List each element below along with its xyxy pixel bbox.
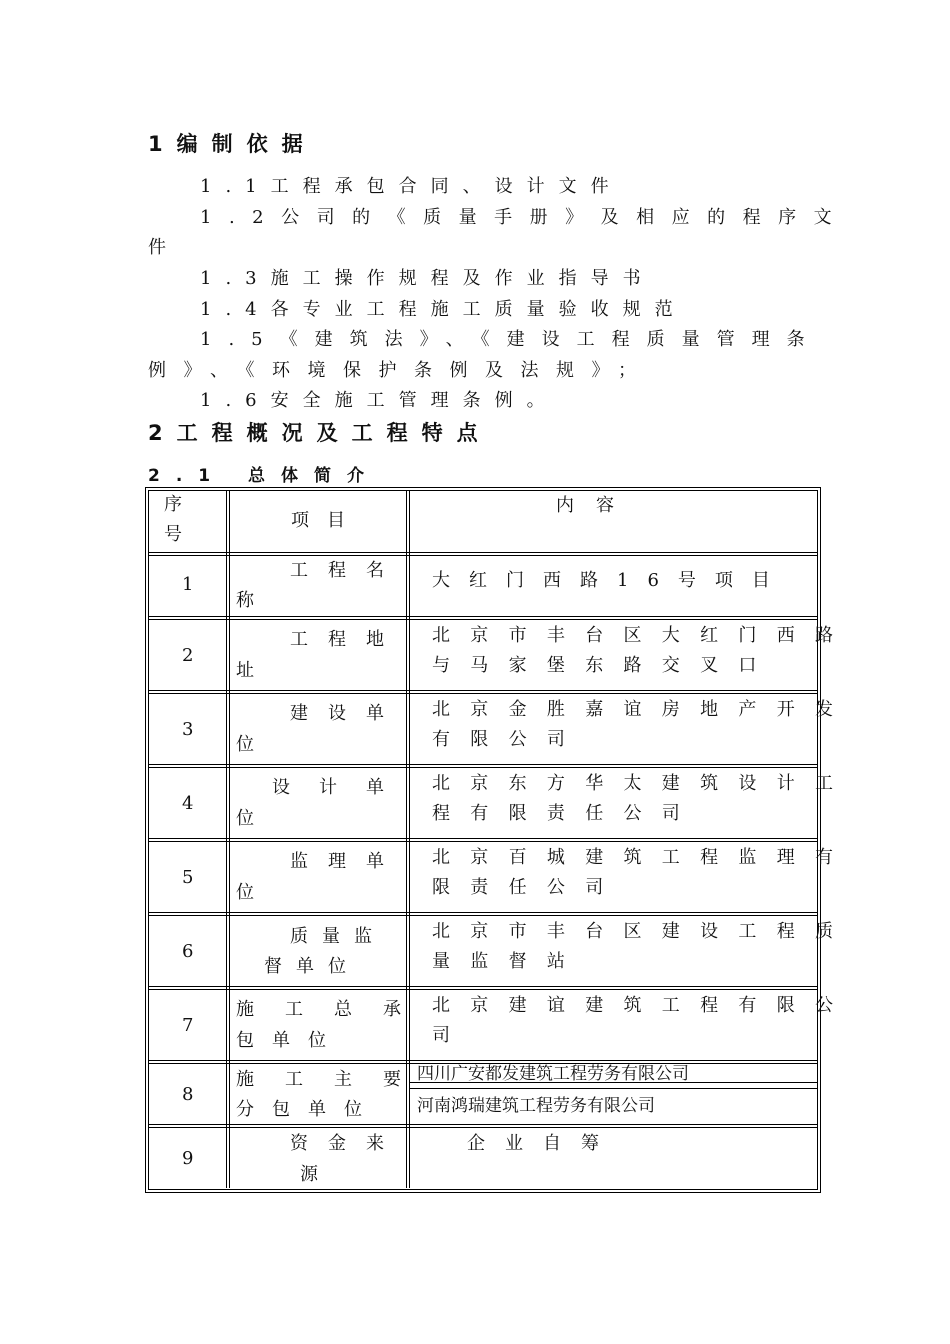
row-3-num: 3 bbox=[182, 719, 194, 740]
section-2-1-subtitle: 2.1 总体简介 bbox=[148, 466, 381, 486]
row-6-item: 质量监 bbox=[290, 926, 386, 947]
row-6-content-cont: 量监督站 bbox=[432, 951, 586, 972]
row-divider bbox=[148, 764, 818, 765]
row-8-num: 8 bbox=[182, 1084, 194, 1105]
row-7-content: 北京建谊建筑工程有限公 bbox=[432, 995, 854, 1016]
row-2-item: 工程地 bbox=[290, 629, 404, 650]
section-2-title: 2工程概况及工程特点 bbox=[148, 421, 492, 445]
basis-item-1-2-cont: 件 bbox=[148, 237, 180, 258]
row-4-item-cont: 位 bbox=[236, 808, 254, 829]
row-7-num: 7 bbox=[182, 1015, 194, 1036]
row-8-item: 施工主要 bbox=[236, 1069, 432, 1090]
row-divider bbox=[148, 989, 818, 990]
row-divider bbox=[148, 552, 818, 553]
row-divider bbox=[148, 838, 818, 839]
row-7-item: 施工总承 bbox=[236, 999, 432, 1020]
header-seq: 序 号 bbox=[164, 494, 182, 545]
basis-item-1-6: 1.6安全施工管理条例。 bbox=[200, 390, 559, 411]
row-4-content-cont: 程有限责任公司 bbox=[432, 803, 701, 824]
row-divider bbox=[148, 767, 818, 768]
row-divider bbox=[148, 616, 818, 617]
row-3-item: 建设单 bbox=[290, 703, 404, 724]
basis-item-1-3: 1.3施工操作规程及作业指导书 bbox=[200, 268, 655, 289]
row-divider bbox=[148, 690, 818, 691]
row-5-content-cont: 限责任公司 bbox=[432, 877, 624, 898]
col-divider bbox=[229, 490, 230, 1188]
row-9-content: 企业自筹 bbox=[467, 1133, 619, 1154]
row-3-content-cont: 有限公司 bbox=[432, 729, 586, 750]
row-5-item: 监理单 bbox=[290, 851, 404, 872]
row-divider bbox=[148, 841, 818, 842]
row-5-content: 北京百城建筑工程监理有 bbox=[432, 847, 854, 868]
header-content: 内容 bbox=[556, 495, 636, 516]
row-divider bbox=[148, 912, 818, 913]
row-divider bbox=[148, 619, 818, 620]
row-1-content: 大红门西路16号项目 bbox=[432, 570, 789, 591]
row-4-num: 4 bbox=[182, 793, 194, 814]
row-2-item-cont: 址 bbox=[236, 660, 254, 681]
row-6-item-cont: 督单位 bbox=[264, 956, 360, 977]
row-9-item-cont: 源 bbox=[300, 1164, 318, 1185]
row-8-content-cont: 河南鸿瑞建筑工程劳务有限公司 bbox=[417, 1096, 655, 1116]
row-1-item-cont: 称 bbox=[236, 590, 254, 611]
basis-item-1-2: 1.2公司的《质量手册》及相应的程序文 bbox=[200, 207, 850, 228]
header-item: 项目 bbox=[291, 510, 363, 531]
row-8-content: 四川广安都发建筑工程劳务有限公司 bbox=[417, 1064, 689, 1084]
row-2-num: 2 bbox=[182, 645, 194, 666]
row-5-num: 5 bbox=[182, 867, 194, 888]
basis-item-1-4: 1.4各专业工程施工质量验收规范 bbox=[200, 299, 687, 320]
row-divider bbox=[148, 915, 818, 916]
row-divider bbox=[148, 693, 818, 694]
row-1-num: 1 bbox=[182, 574, 194, 595]
row-2-content: 北京市丰台区大红门西路 bbox=[432, 625, 854, 646]
row-4-item: 设计单 bbox=[272, 777, 413, 798]
basis-item-1-5: 1.5《建筑法》、《建设工程质量管理条 bbox=[200, 329, 822, 350]
row-divider bbox=[148, 555, 818, 556]
row-6-content: 北京市丰台区建设工程质 bbox=[432, 921, 854, 942]
basis-item-1-5-cont: 例》、《环境保护条例及法规》； bbox=[148, 360, 654, 381]
row-7-content-cont: 司 bbox=[432, 1025, 471, 1046]
col-divider bbox=[226, 490, 227, 1188]
row-9-num: 9 bbox=[182, 1148, 194, 1169]
row-1-item: 工程名 bbox=[290, 560, 404, 581]
basis-item-1-1: 1.1工程承包合同、设计文件 bbox=[200, 176, 623, 197]
row-3-item-cont: 位 bbox=[236, 734, 254, 755]
row-8-item-cont: 分包单位 bbox=[236, 1099, 380, 1120]
row-9-item: 资金来 bbox=[290, 1133, 404, 1154]
row-4-content: 北京东方华太建筑设计工 bbox=[432, 773, 854, 794]
section-1-title: 1编制依据 bbox=[148, 132, 317, 156]
row-divider bbox=[148, 986, 818, 987]
row-2-content-cont: 与马家堡东路交叉口 bbox=[432, 655, 777, 676]
row-3-content: 北京金胜嘉谊房地产开发 bbox=[432, 699, 854, 720]
row-7-item-cont: 包单位 bbox=[236, 1030, 344, 1051]
row-5-item-cont: 位 bbox=[236, 882, 254, 903]
row-divider bbox=[148, 1127, 818, 1128]
row-6-num: 6 bbox=[182, 941, 194, 962]
